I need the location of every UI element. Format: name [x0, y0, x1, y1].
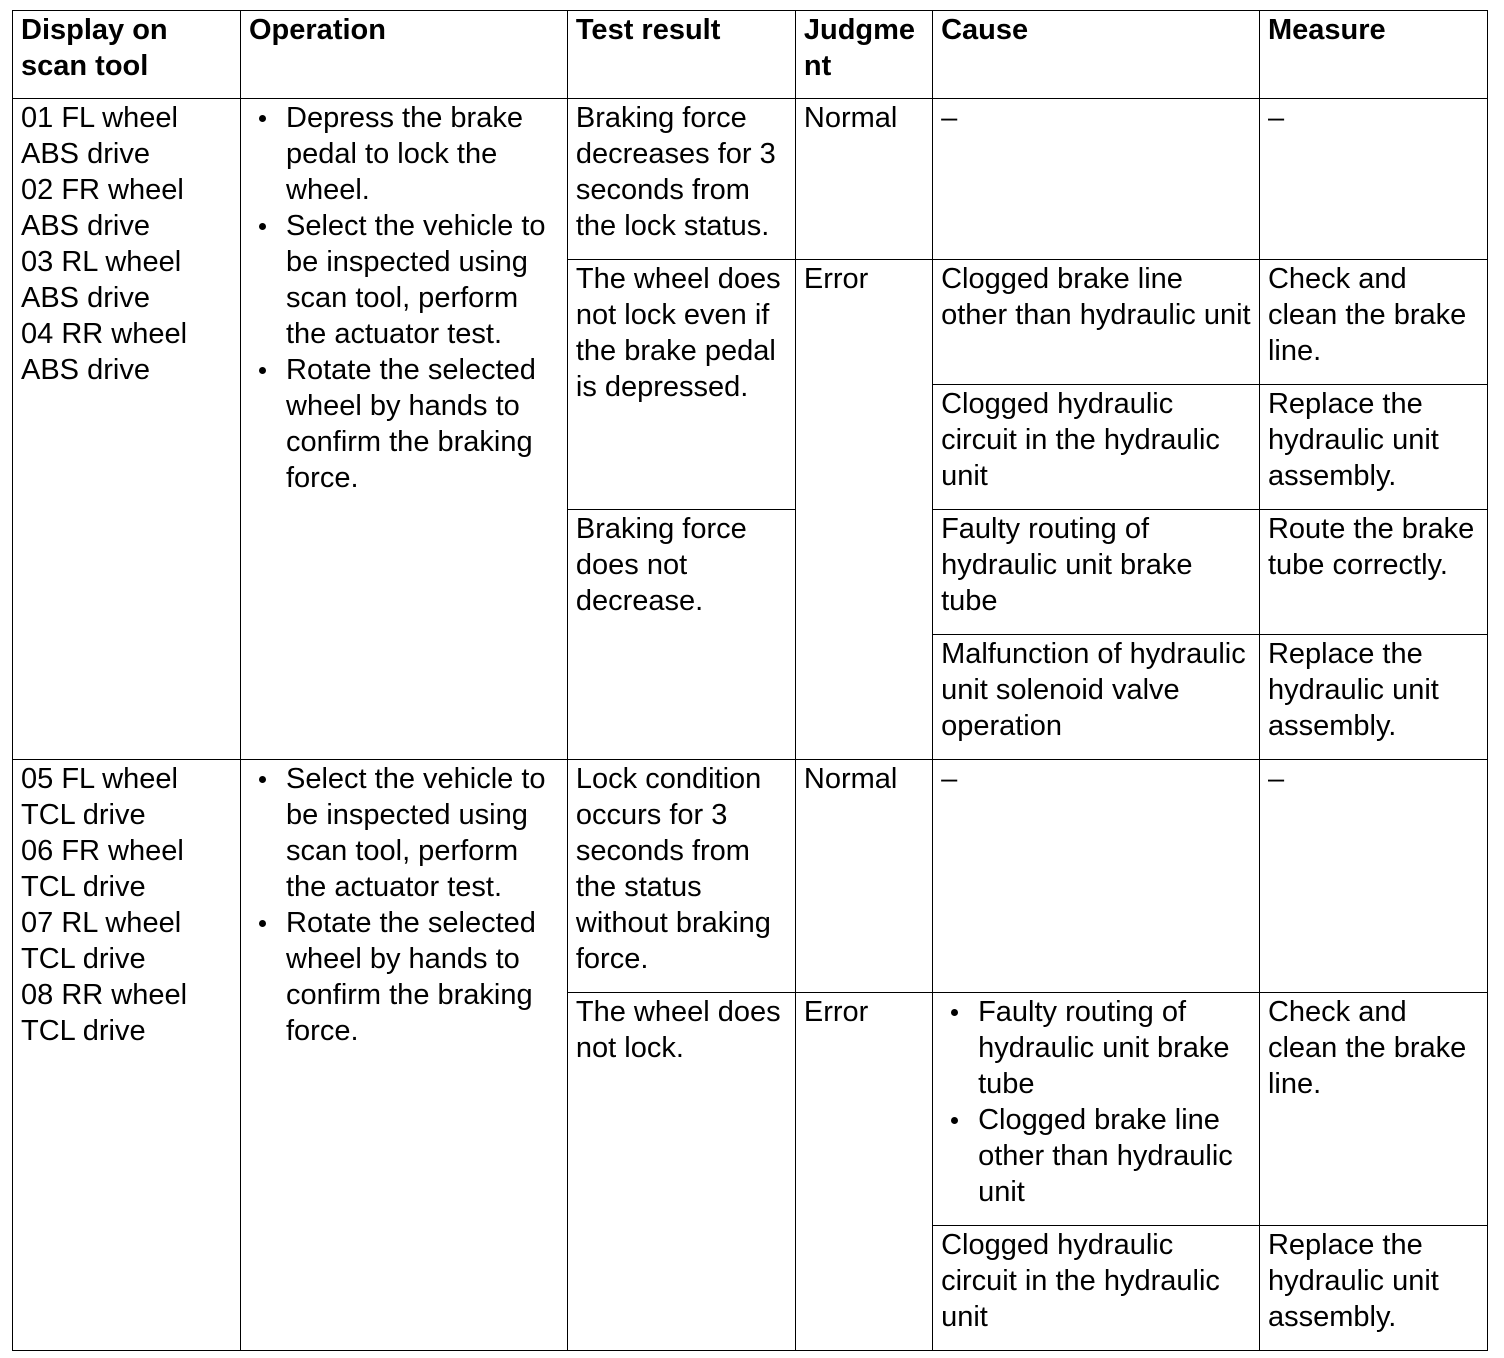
measure-cell: Replace the hydraulic unit assembly.	[1259, 1226, 1487, 1351]
header-measure: Measure	[1259, 11, 1487, 99]
list-item: Faulty routing of hydraulic unit brake tube	[978, 994, 1251, 1102]
cause-list	[941, 994, 1251, 1210]
list-item: Rotate the selected wheel by hands to confirm the braking force.	[286, 352, 559, 496]
diagnosis-table	[12, 10, 1488, 1351]
list-item: Rotate the selected wheel by hands to confirm the braking force.	[286, 905, 559, 1049]
operation-steps	[249, 100, 559, 496]
test-result-cell: The wheel does not lock.	[567, 993, 795, 1351]
judgment-cell: Normal	[795, 760, 932, 993]
cause-cell: Malfunction of hydraulic unit solenoid valve operation	[933, 635, 1260, 760]
test-result-cell: Braking force does not decrease.	[567, 510, 795, 760]
display-line: 06 FR wheel TCL drive	[21, 835, 184, 903]
abs-display-cell	[13, 99, 241, 760]
judgment-cell: Normal	[795, 99, 932, 260]
judgment-cell: Error	[795, 993, 932, 1351]
test-result-cell: The wheel does not lock even if the brake pedal is depressed.	[567, 260, 795, 510]
cause-cell: –	[933, 760, 1260, 993]
display-line: 05 FL wheel TCL drive	[21, 763, 178, 831]
judgment-cell: Error	[795, 260, 932, 760]
abs-operation-cell	[241, 99, 568, 760]
operation-steps	[249, 761, 559, 1049]
header-row	[13, 11, 1488, 99]
display-line: 08 RR wheel TCL drive	[21, 979, 188, 1047]
measure-cell: –	[1259, 760, 1487, 993]
tcl-operation-cell	[241, 760, 568, 1351]
measure-cell: Replace the hydraulic unit assembly.	[1259, 635, 1487, 760]
measure-cell: Replace the hydraulic unit assembly.	[1259, 385, 1487, 510]
table-row	[13, 760, 1488, 993]
cause-cell: Clogged hydraulic circuit in the hydraulic unit	[933, 1226, 1260, 1351]
cause-cell: Faulty routing of hydraulic unit brake tube	[933, 510, 1260, 635]
header-cause: Cause	[933, 11, 1260, 99]
display-line: 01 FL wheel ABS drive	[21, 102, 178, 170]
list-item: Clogged brake line other than hydraulic unit	[978, 1102, 1251, 1210]
cause-cell: Clogged hydraulic circuit in the hydraulic unit	[933, 385, 1260, 510]
tcl-display-cell	[13, 760, 241, 1351]
list-item: Select the vehicle to be inspected using scan tool, perform the actuator test.	[286, 208, 559, 352]
table-row	[13, 99, 1488, 260]
display-line: 07 RL wheel TCL drive	[21, 907, 182, 975]
test-result-cell: Braking force decreases for 3 seconds from the lock status.	[567, 99, 795, 260]
header-display: Display on scan tool	[13, 11, 241, 99]
display-line: 02 FR wheel ABS drive	[21, 174, 184, 242]
display-line: 03 RL wheel ABS drive	[21, 246, 182, 314]
list-item: Depress the brake pedal to lock the wheel.	[286, 100, 559, 208]
measure-cell: Route the brake tube correctly.	[1259, 510, 1487, 635]
measure-cell: –	[1259, 99, 1487, 260]
cause-cell: –	[933, 99, 1260, 260]
list-item: Select the vehicle to be inspected using scan tool, perform the actuator test.	[286, 761, 559, 905]
test-result-cell: Lock condition occurs for 3 seconds from the status without braking force.	[567, 760, 795, 993]
cause-cell: Clogged brake line other than hydraulic unit	[933, 260, 1260, 385]
measure-cell: Check and clean the brake line.	[1259, 993, 1487, 1226]
measure-cell: Check and clean the brake line.	[1259, 260, 1487, 385]
display-line: 04 RR wheel ABS drive	[21, 318, 188, 386]
cause-cell	[933, 993, 1260, 1226]
header-operation: Operation	[241, 11, 568, 99]
header-judgment: Judgme nt	[795, 11, 932, 99]
header-test-result: Test result	[567, 11, 795, 99]
